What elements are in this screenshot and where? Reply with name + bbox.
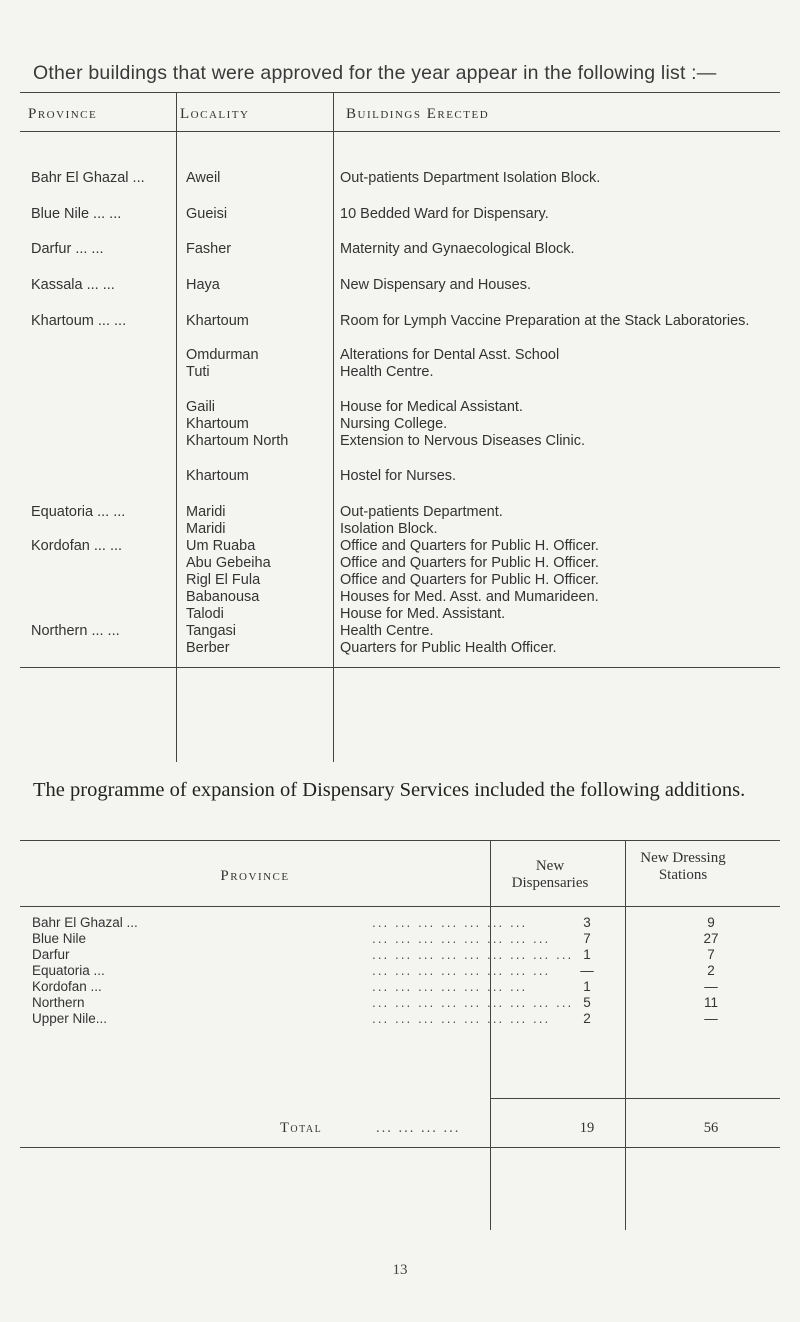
row-leader-dots: ... ... ... ... ... ... ... ... — [372, 963, 551, 978]
row-building: Office and Quarters for Public H. Officer. — [340, 538, 599, 554]
row-building: House for Med. Assistant. — [340, 606, 506, 622]
row-building: Maternity and Gynaecological Block. — [340, 241, 575, 257]
row-dispensaries: 2 — [583, 1011, 591, 1026]
row-building: Nursing College. — [340, 416, 448, 432]
row-province: Equatoria ... — [32, 963, 105, 978]
row-dressing-stations: 11 — [703, 995, 718, 1010]
row-locality: Maridi — [186, 521, 226, 537]
row-locality: Fasher — [186, 241, 232, 257]
total-row — [32, 1120, 772, 1136]
row-building: Alterations for Dental Asst. School — [340, 347, 560, 363]
row-leader-dots: ... ... ... ... ... ... ... — [372, 979, 528, 994]
row-dressing-stations: 2 — [707, 963, 715, 978]
row-building: 10 Bedded Ward for Dispensary. — [340, 206, 549, 222]
row-province: Darfur ... ... — [31, 241, 104, 257]
row-building: House for Medical Assistant. — [340, 399, 523, 415]
table-row — [32, 995, 772, 1011]
row-leader-dots: ... ... ... ... ... ... ... ... ... — [372, 947, 574, 962]
row-locality: Maridi — [186, 504, 226, 520]
row-locality: Aweil — [186, 170, 221, 186]
header-province: Province — [28, 106, 98, 122]
row-dispensaries: 3 — [583, 915, 591, 930]
row-locality: Abu Gebeiha — [186, 555, 271, 571]
row-building: New Dispensary and Houses. — [340, 277, 532, 293]
row-leader-dots: ... ... ... ... ... ... ... ... — [372, 931, 551, 946]
row-building: Houses for Med. Asst. and Mumarideen. — [340, 589, 599, 605]
row-building: Quarters for Public Health Officer. — [340, 640, 557, 656]
row-locality: Tuti — [186, 364, 210, 380]
table-row — [32, 915, 772, 931]
row-dispensaries: — — [580, 963, 594, 978]
row-province: Kassala ... ... — [31, 277, 115, 293]
header-buildings: Buildings Erected — [346, 106, 490, 122]
row-building: Isolation Block. — [340, 521, 438, 537]
buildings-table — [20, 92, 780, 762]
row-building: Office and Quarters for Public H. Officer. — [340, 572, 599, 588]
row-dispensaries: 5 — [583, 995, 591, 1010]
total-dispensaries: 19 — [579, 1120, 595, 1136]
page-number: 13 — [392, 1262, 408, 1278]
row-locality: Haya — [186, 277, 220, 293]
header-new-dressing-stations: New Dressing Stations — [640, 850, 726, 883]
table-bottom-rule — [20, 1147, 780, 1148]
column-divider-1 — [490, 840, 491, 1230]
row-province: Darfur — [32, 947, 70, 962]
row-locality: Gaili — [186, 399, 216, 415]
row-province: Blue Nile — [32, 931, 87, 946]
total-leader-dots: ... ... ... ... — [376, 1120, 461, 1136]
header-rule — [20, 906, 780, 907]
row-locality: Khartoum — [186, 313, 249, 329]
row-locality: Tangasi — [186, 623, 236, 639]
table-row — [32, 979, 772, 995]
table-top-rule — [20, 92, 780, 93]
table-bottom-rule — [20, 667, 780, 668]
row-dressing-stations: — — [704, 979, 718, 994]
total-label: Total — [280, 1120, 323, 1136]
header-rule — [20, 131, 780, 132]
row-dispensaries: 1 — [583, 947, 591, 962]
row-locality: Khartoum — [186, 416, 249, 432]
table-row — [32, 947, 772, 963]
row-province: Blue Nile ... ... — [31, 206, 122, 222]
dispensary-table — [20, 840, 780, 1230]
row-building: Office and Quarters for Public H. Officer. — [340, 555, 599, 571]
intro-text: Other buildings that were approved for the year appear in the following list :— — [33, 62, 717, 84]
row-building: Health Centre. — [340, 364, 434, 380]
row-building: Out-patients Department Isolation Block. — [340, 170, 601, 186]
header-province: Province — [220, 868, 290, 884]
column-divider-2 — [333, 92, 334, 762]
row-locality: Um Ruaba — [186, 538, 256, 554]
row-dispensaries: 7 — [583, 931, 591, 946]
row-building: Extension to Nervous Diseases Clinic. — [340, 433, 585, 449]
row-locality: Khartoum North — [186, 433, 289, 449]
row-building: Hostel for Nurses. — [340, 468, 457, 484]
row-leader-dots: ... ... ... ... ... ... ... ... ... — [372, 995, 574, 1010]
column-divider-1 — [176, 92, 177, 762]
row-locality: Gueisi — [186, 206, 228, 222]
row-locality: Omdurman — [186, 347, 259, 363]
row-locality: Berber — [186, 640, 230, 656]
row-dressing-stations: 27 — [703, 931, 719, 946]
row-locality: Rigl El Fula — [186, 572, 261, 588]
row-leader-dots: ... ... ... ... ... ... ... — [372, 915, 528, 930]
column-divider-2 — [625, 840, 626, 1230]
row-province: Kordofan ... — [32, 979, 102, 994]
row-dressing-stations: 9 — [707, 915, 715, 930]
row-province: Kordofan ... ... — [31, 538, 123, 554]
row-province: Equatoria ... ... — [31, 504, 126, 520]
total-rule — [490, 1098, 780, 1099]
row-locality: Khartoum — [186, 468, 249, 484]
row-building: Out-patients Department. — [340, 504, 503, 520]
table-row — [32, 1011, 772, 1027]
row-province: Bahr El Ghazal ... — [31, 170, 145, 186]
row-province: Northern ... ... — [31, 623, 120, 639]
header-locality: Locality — [180, 106, 250, 122]
row-building: Room for Lymph Vaccine Preparation at the Stack Laboratories. — [340, 313, 750, 329]
table-row — [32, 963, 772, 979]
table-top-rule — [20, 840, 780, 841]
row-province: Khartoum ... ... — [31, 313, 127, 329]
row-province: Bahr El Ghazal ... — [32, 915, 138, 930]
row-dressing-stations: 7 — [707, 947, 715, 962]
expansion-paragraph: The programme of expansion of Dispensary Services included the following additions. — [33, 779, 746, 801]
row-dressing-stations: — — [704, 1011, 718, 1026]
header-new-dispensaries: New Dispensaries — [511, 858, 589, 891]
row-dispensaries: 1 — [583, 979, 591, 994]
row-locality: Babanousa — [186, 589, 260, 605]
row-province: Upper Nile... — [32, 1011, 108, 1026]
table-row — [32, 931, 772, 947]
row-province: Northern — [32, 995, 85, 1010]
row-locality: Talodi — [186, 606, 224, 622]
total-dressing-stations: 56 — [703, 1120, 719, 1136]
row-building: Health Centre. — [340, 623, 434, 639]
row-leader-dots: ... ... ... ... ... ... ... ... — [372, 1011, 551, 1026]
